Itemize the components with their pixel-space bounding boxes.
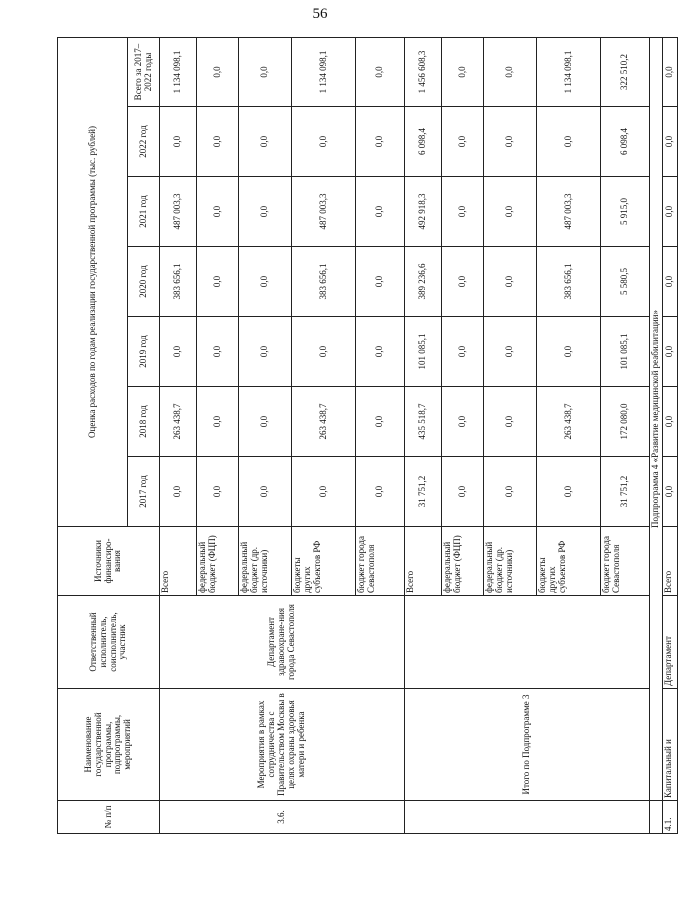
header-year: 2022 год	[128, 107, 160, 177]
value-cell: 0,0	[484, 387, 537, 457]
executor	[405, 596, 650, 689]
executor: Департамент	[663, 596, 678, 689]
value-cell: 0,0	[356, 457, 405, 527]
value-cell: 0,0	[239, 177, 292, 247]
value-cell: 383 656,1	[292, 247, 356, 317]
source-cell: Всего	[405, 527, 442, 596]
source-cell: бюджеты других субъектов РФ	[292, 527, 356, 596]
value-cell: 0,0	[442, 317, 484, 387]
row-num	[650, 801, 663, 834]
executor: Департамент здравоохране-ния города Севастополя	[160, 596, 405, 689]
header-num: № п/п	[58, 801, 160, 834]
value-cell: 263 438,7	[292, 387, 356, 457]
table-row	[405, 38, 442, 834]
value-cell: 383 656,1	[160, 247, 197, 317]
value-cell: 1 456 608,3	[405, 38, 442, 107]
value-cell: 0,0	[197, 457, 239, 527]
value-cell: 0,0	[160, 317, 197, 387]
value-cell: 172 080,0	[601, 387, 650, 457]
header-executor: Ответственный исполнитель, соисполнитель, участник	[58, 596, 160, 689]
value-cell: 0,0	[663, 387, 678, 457]
source-cell: Всего	[663, 527, 678, 596]
value-cell: 487 003,3	[292, 177, 356, 247]
value-cell: 0,0	[537, 107, 601, 177]
value-cell: 435 518,7	[405, 387, 442, 457]
value-cell: 0,0	[356, 387, 405, 457]
value-cell: 0,0	[356, 107, 405, 177]
value-cell: 0,0	[239, 247, 292, 317]
financing-table	[57, 37, 678, 834]
value-cell: 0,0	[484, 247, 537, 317]
value-cell: 0,0	[442, 387, 484, 457]
value-cell: 0,0	[663, 177, 678, 247]
source-cell: бюджет города Севастополя	[356, 527, 405, 596]
value-cell: 0,0	[197, 38, 239, 107]
value-cell: 0,0	[663, 38, 678, 107]
subprogram-row	[650, 38, 663, 834]
value-cell: 1 134 098,1	[292, 38, 356, 107]
table-row	[160, 38, 197, 834]
value-cell: 1 134 098,1	[160, 38, 197, 107]
value-cell: 0,0	[356, 38, 405, 107]
source-cell: федеральный бюджет (др. источники)	[484, 527, 537, 596]
value-cell: 0,0	[663, 247, 678, 317]
value-cell: 0,0	[197, 247, 239, 317]
value-cell: 0,0	[484, 177, 537, 247]
value-cell: 5 580,5	[601, 247, 650, 317]
value-cell: 0,0	[292, 317, 356, 387]
rotated-table-container	[57, 38, 675, 834]
row-num	[405, 801, 650, 834]
source-cell: федеральный бюджет (ФЦП)	[197, 527, 239, 596]
value-cell: 0,0	[537, 457, 601, 527]
value-cell: 0,0	[442, 247, 484, 317]
value-cell: 492 918,3	[405, 177, 442, 247]
page-number: 56	[312, 6, 328, 22]
source-cell: федеральный бюджет (др. источники)	[239, 527, 292, 596]
value-cell: 0,0	[239, 107, 292, 177]
header-year: Всего за 2017–2022 годы	[128, 38, 160, 107]
value-cell: 389 236,6	[405, 247, 442, 317]
value-cell: 383 656,1	[537, 247, 601, 317]
value-cell: 0,0	[197, 317, 239, 387]
value-cell: 31 751,2	[601, 457, 650, 527]
value-cell: 0,0	[197, 107, 239, 177]
source-cell: Всего	[160, 527, 197, 596]
header-source: Источники финансиро-вания	[58, 527, 160, 596]
value-cell: 31 751,2	[405, 457, 442, 527]
row-num: 3.6.	[160, 801, 405, 834]
value-cell: 0,0	[356, 317, 405, 387]
value-cell: 101 085,1	[405, 317, 442, 387]
value-cell: 101 085,1	[601, 317, 650, 387]
value-cell: 0,0	[442, 38, 484, 107]
value-cell: 0,0	[160, 457, 197, 527]
header-year: 2021 год	[128, 177, 160, 247]
value-cell: 0,0	[484, 107, 537, 177]
value-cell: 0,0	[292, 107, 356, 177]
value-cell: 0,0	[239, 317, 292, 387]
header-name: Наименование государственной программы, подпрограммы, мероприятий	[58, 689, 160, 801]
value-cell: 0,0	[484, 38, 537, 107]
value-cell: 6 098,4	[405, 107, 442, 177]
source-cell: бюджет города Севастополя	[601, 527, 650, 596]
value-cell: 263 438,7	[537, 387, 601, 457]
value-cell: 0,0	[442, 177, 484, 247]
value-cell: 0,0	[663, 107, 678, 177]
value-cell: 263 438,7	[160, 387, 197, 457]
value-cell: 0,0	[239, 387, 292, 457]
value-cell: 487 003,3	[537, 177, 601, 247]
row-num: 4.1.	[663, 801, 678, 834]
subprogram-title: Подпрограмма 4 «Развитие медицинской реабилитации»	[650, 38, 663, 801]
value-cell: 0,0	[356, 247, 405, 317]
value-cell: 1 134 098,1	[537, 38, 601, 107]
measure-name: Мероприятия в рамках сотрудничества с Правительством Москвы в целях охраны здоровья матери и ребенка	[160, 689, 405, 801]
value-cell: 6 098,4	[601, 107, 650, 177]
header-estimate: Оценка расходов по годам реализации государственной программы (тыс. рублей)	[58, 38, 128, 527]
value-cell: 0,0	[197, 177, 239, 247]
total-name: Итого по Подпрограмме 3	[405, 689, 650, 801]
value-cell: 0,0	[484, 317, 537, 387]
value-cell: 487 003,3	[160, 177, 197, 247]
header-year: 2017 год	[128, 457, 160, 527]
value-cell: 0,0	[537, 317, 601, 387]
value-cell: 5 915,0	[601, 177, 650, 247]
source-cell: бюджеты других субъектов РФ	[537, 527, 601, 596]
value-cell: 0,0	[197, 387, 239, 457]
value-cell: 0,0	[292, 457, 356, 527]
value-cell: 0,0	[239, 38, 292, 107]
header-year: 2018 год	[128, 387, 160, 457]
value-cell: 0,0	[356, 177, 405, 247]
value-cell: 0,0	[663, 457, 678, 527]
header-year: 2019 год	[128, 317, 160, 387]
value-cell: 322 510,2	[601, 38, 650, 107]
value-cell: 0,0	[160, 107, 197, 177]
value-cell: 0,0	[663, 317, 678, 387]
header-year: 2020 год	[128, 247, 160, 317]
measure-name: Капитальный и	[663, 689, 678, 801]
value-cell: 0,0	[442, 107, 484, 177]
value-cell: 0,0	[442, 457, 484, 527]
value-cell: 0,0	[239, 457, 292, 527]
table-row	[663, 38, 678, 834]
value-cell: 0,0	[484, 457, 537, 527]
source-cell: федеральный бюджет (ФЦП)	[442, 527, 484, 596]
